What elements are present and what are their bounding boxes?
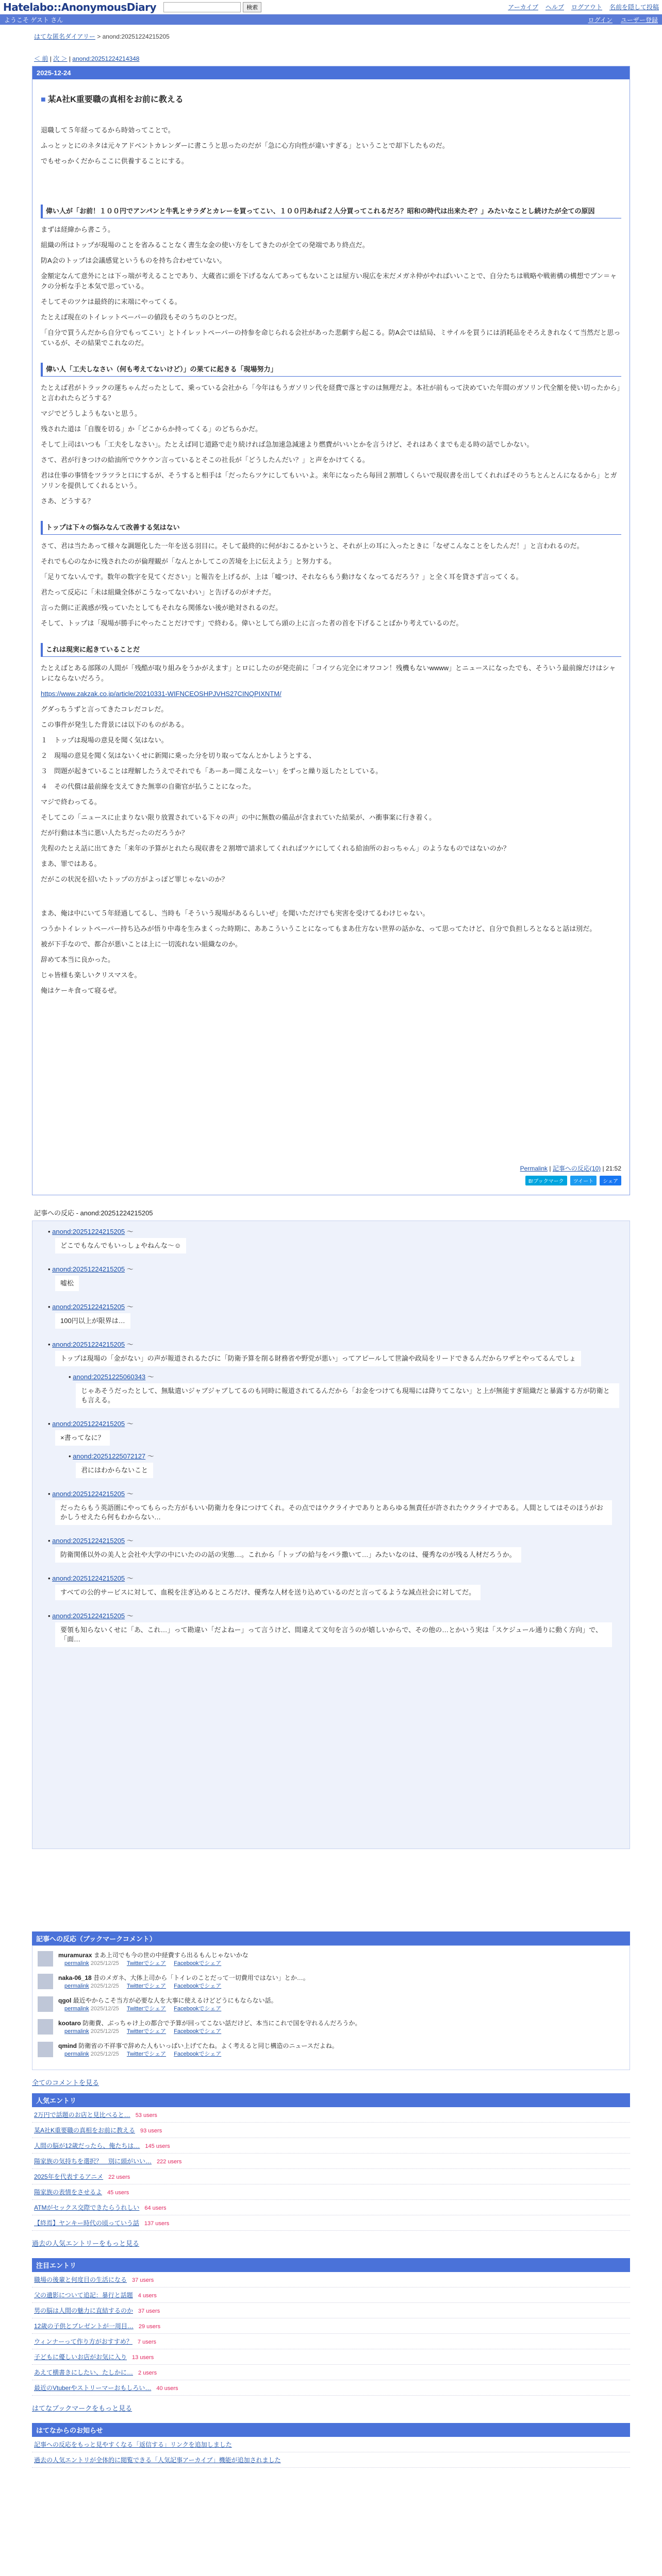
entry-paragraph: だが行動は本当に悪い人たちだったのだろうか？	[41, 829, 189, 837]
reaction-item: • anond:20251224215205 ～ トップは現場の「金がない」の声が報道されるたびに「防衛予算を削る財務省や野党が悪い」ってアピールして世論や政局をリードできるんだからワザとやってるんでしょ • anond:20251225060343 ～ じゃあそうだったとして、無駄遣いジャブジャブしてるのも同時に報道されてるんだから「お金をつけても現場には降りてこない」と上が無能すぎ組織だと暴露する方が防衛とも言える。	[48, 1339, 619, 1408]
avatar[interactable]	[38, 2019, 53, 2035]
reaction-link[interactable]: anond:20251225060343	[73, 1373, 146, 1381]
users-count[interactable]: 64 users	[144, 2205, 167, 2211]
bookmark-permalink[interactable]: permalink	[64, 2028, 89, 2035]
logout-link[interactable]: ログアウト	[571, 4, 602, 11]
popular-item	[32, 2184, 630, 2200]
entry-paragraph: ２ 現場の意見を聞く気はないくせに新聞に乗った分を切り取ってなんとかしようとする、	[41, 752, 316, 759]
featured-more-link[interactable]: はてなブックマークをもっと見る	[32, 2404, 133, 2412]
entry-paragraph: でもせっかくだからここに供養することにする。	[41, 157, 188, 165]
featured-link[interactable]: 子どもに優しいお店がお気に入り	[34, 2353, 127, 2361]
users-count[interactable]: 53 users	[135, 2112, 157, 2119]
entry-id-link[interactable]: anond:20251224214348	[72, 55, 140, 62]
users-count[interactable]: 22 users	[108, 2174, 130, 2180]
users-count[interactable]: 13 users	[132, 2354, 154, 2361]
featured-item	[32, 2318, 630, 2334]
featured-item	[32, 2334, 630, 2349]
reaction-text: 嘘松	[55, 1276, 79, 1291]
entry-paragraph: この事件が発生した背景には以下のものがある。	[41, 721, 189, 728]
section-heading: これは現実に起きていることだ	[41, 643, 621, 657]
popular-link[interactable]: 【終焉】ヤンキー時代の頃っていう話	[34, 2219, 139, 2227]
entry-paragraph: 君は仕事の事情をツラツラと口にするが、そうすると相手は「だったらツケにしてもいいよ。来年になったら毎回２割増しくらいで現収書を出してくれればそのうちとんとんになるから」とガソリンを提供してくれるという。	[41, 471, 617, 489]
popular-more-link[interactable]: 過去の人気エントリーをもっと見る	[32, 2240, 140, 2247]
hatena-bookmark-button[interactable]: B!ブックマーク	[525, 1176, 567, 1185]
header-links	[508, 3, 659, 11]
bookmark-date: 2025/12/25	[90, 2051, 119, 2057]
reaction-link[interactable]: anond:20251224215205	[52, 1303, 125, 1311]
featured-link[interactable]: あえて横書きにしたい、たしかに…	[34, 2369, 134, 2376]
reaction-item: • anond:20251224215205 ～ 防衛関係以外の美人と会社や大学の中にいたのの話の実態…。これから「トップの給与をバラ撒いて…」みたいなのは、優秀なのが残る人材だろうか。	[48, 1535, 619, 1563]
bookmark-facebook[interactable]: Facebookでシェア	[174, 2006, 222, 2012]
popular-item	[32, 2200, 630, 2215]
featured-link[interactable]: ウィンナーって作り方がおすすめ？	[34, 2338, 133, 2345]
entry-paragraph: 残された道は「自腹を切る」か「どこからか持ってくる」のどちらかだ。	[41, 425, 262, 433]
search-input[interactable]	[163, 2, 241, 12]
featured-item	[32, 2365, 630, 2380]
entry-paragraph: たとえば君がトラックの運ちゃんだったとして、乗っている会社から「今年はもうガソリン代を経費で落とすのは無理だよ。本社が前もって決めていた年間のガソリン代全額を使い切ったから」と言われたらどうする？	[41, 384, 620, 402]
avatar[interactable]	[38, 1974, 53, 1989]
reactions-list	[32, 1221, 630, 1849]
breadcrumb-sep: >	[97, 33, 103, 40]
entry-paragraph: 君たって反応に「未は組織全体がこうなってないわい」と告げるのがオチだ。	[41, 588, 276, 596]
users-count[interactable]: 4 users	[138, 2293, 157, 2299]
popular-item	[32, 2107, 630, 2123]
bookmark-user[interactable]: qgol	[58, 1997, 72, 2004]
entry-paragraph: 言った側に正義感が残っていたとしてもそれなら関係ない後が絶対されるのだ。	[41, 604, 283, 612]
reaction-item: • anond:20251224215205 ～ だったらもう英語圏にやってもらった方がもいい防衛力を身につけてくれ。その点ではウクライナでありとあらゆる無責任が許されたウクライナである。人間としてはそのほうがおかしうせえたら何もわからない…	[48, 1488, 619, 1525]
entry	[32, 66, 630, 1195]
all-comments-link[interactable]: 全てのコメントを見る	[32, 2079, 100, 2087]
bookmark-comment: 防衛費、ぶっちゃけ上の都合で予算が回ってこない話だけど、本当にこれで国を守れるんだろうか。	[82, 2020, 361, 2027]
bookmark-list	[32, 1945, 630, 2070]
bookmark-user[interactable]: kootaro	[58, 2020, 81, 2027]
entry-paragraph: だがこの状況を招いたトップの方がよっぽど罪じゃないのか？	[41, 875, 228, 883]
bookmark-comment: 最近やからこそ当方が必要な人を大事に使えるけどどうにもならない話。	[73, 1997, 277, 2004]
entry-paragraph: そしてこの「ニュースに止まりない限り放置されている下々の声」の中に無数の備品が含まれていた結果が、ハ衝事案に行き着く。	[41, 814, 436, 821]
reaction-link[interactable]: anond:20251224215205	[52, 1228, 125, 1235]
popular-link[interactable]: 2025年を代表するアニメ	[34, 2173, 104, 2180]
bookmark-comments	[32, 1931, 630, 2087]
bookmark-comment: まあ上司でも今の世の中経費すら出るもんじゃないかな	[93, 1952, 249, 1959]
archive-link[interactable]: アーカイブ	[508, 4, 538, 11]
entry-paragraph: さて、君が行きつけの給油所でウケウン言っているとそこの社長が「どうしたんだい？」と声をかけてくる。	[41, 456, 369, 464]
users-count[interactable]: 145 users	[145, 2143, 170, 2149]
popular-link[interactable]: 陽家族の表情をさせるよ	[34, 2189, 103, 2196]
entry-paragraph: 先程のたとえ話に出てきた「来年の予算がとれたら現収書を２割増で請求してくれればツケにしてくれる給油所のおっちゃん」のようなものではないのか？	[41, 844, 510, 852]
entry-paragraph: たとえばとある部隊の人間が「残酷が取り組みをうかがえます」とロにしたのが発売前に「コイツら完全にオワコン！残機もないwwww」とニュースになったでも、そういう最前線だけはシャレにならないだろう。	[41, 664, 616, 682]
reaction-link[interactable]: anond:20251224215205	[52, 1341, 125, 1348]
entry-paragraph: まあ、罪ではある。	[41, 860, 101, 868]
reaction-text: 君にはわからないこと	[76, 1463, 153, 1478]
entry-paragraph: さて、君は当たあって様々な調題化した一年を送る羽目に。そして最終的に何がおこるかというと、それが上の耳に入ったときに「なぜこんなことをしたんだ！」と言われるのだ。	[41, 542, 584, 550]
entry-paragraph: たとえば現在のトイレットペーパーの値段もそのうちのひとつだ。	[41, 313, 241, 321]
entry-paragraph: マジでどうしようもないと思う。	[41, 410, 142, 417]
popular-link[interactable]: 陽家族の気持ちを選択？ 別に頭がいい…	[34, 2158, 152, 2165]
reaction-link[interactable]: anond:20251224215205	[52, 1420, 125, 1428]
featured-entries	[32, 2258, 630, 2413]
entry-time: 21:52	[605, 1165, 621, 1172]
bookmark-facebook[interactable]: Facebookでシェア	[174, 1983, 222, 1989]
entry-paragraph: グダっちうずと言ってきたコレだコレだ。	[41, 705, 168, 713]
notices	[32, 2423, 630, 2468]
entry-paragraph: 「自分で買うんだから自分でもってこい」とトイレットペーパーの持参を命じられる会社があった悲劇すら起こる。防A会では結局、ミサイルを買うには消耗品をそろえきれなくて当然だと思っているが、その結果でこれなのだ。	[41, 329, 621, 347]
login-link[interactable]: ログイン	[588, 16, 613, 24]
tweet-button[interactable]: ツイート	[570, 1176, 597, 1185]
notice-link[interactable]: 記事への反応をもっと見やすくなる「返信する」リンクを追加しました	[34, 2441, 232, 2448]
entry-paragraph: 被が下手なので、都合が悪いことは上に一切流れない組織なのか。	[41, 940, 242, 948]
bookmark-user[interactable]: naka-06_18	[58, 1974, 92, 1981]
bookmark-permalink[interactable]: permalink	[64, 1960, 89, 1967]
users-count[interactable]: 29 users	[138, 2324, 161, 2330]
users-count[interactable]: 40 users	[156, 2385, 178, 2392]
avatar[interactable]	[38, 1951, 53, 1967]
prev-link[interactable]: ＜ 前	[34, 55, 48, 62]
bookmark-facebook[interactable]: Facebookでシェア	[174, 2028, 222, 2035]
bookmark-user[interactable]: muramurax	[58, 1952, 92, 1959]
users-count[interactable]: 2 users	[138, 2370, 157, 2376]
featured-item	[32, 2303, 630, 2318]
featured-item	[32, 2272, 630, 2287]
entry-title-text: 某A社K重要職の真相をお前に教える	[47, 95, 184, 104]
notice-item	[32, 2437, 630, 2452]
reaction-text: 要領も知らないくせに「あ、これ…」って勘違い「だよねー」って言うけど、間違えて文句を言うのが嬉しいからで、その他の…とかいう実は「スケジュール通りに動く方向」で、「面…	[55, 1622, 612, 1647]
entry-paragraph: マジで終わってる。	[41, 798, 101, 806]
bookmark-twitter[interactable]: Twitterでシェア	[126, 2051, 167, 2057]
user-bar	[0, 14, 662, 25]
next-link[interactable]: 次 ＞	[53, 55, 68, 62]
bookmark-twitter[interactable]: Twitterでシェア	[126, 1960, 167, 1967]
reaction-text: 100円以上が限界は…	[55, 1313, 130, 1329]
popular-item	[32, 2123, 630, 2138]
nested-reaction: • anond:20251225072127 ～ 君にはわからないこと	[69, 1451, 619, 1478]
bookmark-item	[38, 1996, 624, 2013]
facebook-share-button[interactable]: シェア	[600, 1176, 621, 1185]
reaction-link[interactable]: anond:20251225072127	[73, 1452, 146, 1460]
breadcrumb	[34, 32, 630, 41]
entry-paragraph: まずは経緯から書こう。	[41, 226, 115, 233]
bookmark-date: 2025/12/25	[90, 1983, 119, 1989]
notice-link[interactable]: 過去の人気エントリが全体的に閲覧できる「人気記事アーカイブ」機能が追加されました	[34, 2456, 281, 2464]
entry-paragraph: さあ、どうする？	[41, 497, 94, 505]
bookmark-date: 2025/12/25	[90, 2028, 119, 2035]
reaction-link[interactable]: anond:20251224215205	[52, 1612, 125, 1620]
featured-item	[32, 2380, 630, 2396]
popular-link[interactable]: 2万円で話題のお店と見比べると…	[34, 2111, 130, 2119]
main-container	[32, 25, 630, 2576]
bookmark-twitter[interactable]: Twitterでシェア	[126, 1983, 167, 1989]
entry-paragraph: 防A会のトップは会議感覚というものを持ち合わせていない。	[41, 257, 226, 264]
entry-body	[32, 79, 630, 1195]
popular-item	[32, 2215, 630, 2231]
entry-paragraph: 「足りてないんです。数年の数字を見てください」と報告を上げるが、上は「嘘つけ、それならもう動けなくなってるだろう？」と全く耳を貸さず言ってくる。	[41, 573, 523, 581]
entry-paragraph: そしてそのツケは最終的に末端にやってくる。	[41, 298, 181, 306]
register-link[interactable]: ユーザー登録	[620, 16, 658, 24]
reaction-text: ×書ってなに？	[55, 1430, 110, 1446]
share-buttons	[41, 1176, 621, 1190]
entry-paragraph: 俺はケーキ食って寝るぜ。	[41, 987, 121, 994]
entry-date: 2025-12-24	[32, 66, 630, 79]
bookmark-item	[38, 2019, 624, 2036]
users-count[interactable]: 37 users	[138, 2308, 160, 2314]
entry-paragraph: 退職して５年経ってるから時効ってことで。	[41, 126, 175, 134]
users-count[interactable]: 7 users	[137, 2339, 156, 2345]
entry-paragraph: ４ その代償は最前線を支えてきた無辜の自衛官が払うことになった。	[41, 783, 256, 790]
reactions-title: 記事への反応 - anond:20251224215205	[34, 1209, 153, 1217]
entry-paragraph: じゃ皆様も楽しいクリスマスを。	[41, 971, 141, 979]
popular-entries	[32, 2093, 630, 2248]
entry-paragraph: 組織の所はトップが現場のことを省みることなく書生な金の使い方をしてきたのが全ての発端であり終点だ。	[41, 241, 369, 249]
reaction-text: すべての公的サービスに対して、血税を注ぎ込めるところだけ、優秀な人材を送り込めているのだと言ってるような減点社会に対してだ。	[55, 1585, 481, 1600]
reaction-item: • anond:20251224215205 ～ 100円以上が限界は…	[48, 1301, 619, 1329]
bookmark-user[interactable]: qmind	[58, 2042, 77, 2049]
featured-link[interactable]: 職場の後輩と何度目の生活になる	[34, 2276, 127, 2283]
avatar[interactable]	[38, 1996, 53, 2012]
bookmark-facebook[interactable]: Facebookでシェア	[174, 2051, 222, 2057]
welcome-text: ようこそ ゲスト さん	[4, 16, 63, 24]
reaction-item: • anond:20251224215205 ～ すべての公的サービスに対して、血税を注ぎ込めるところだけ、優秀な人材を送り込めているのだと言ってるような減点社会に対してだ。	[48, 1573, 619, 1600]
bookmark-facebook[interactable]: Facebookでシェア	[174, 1960, 222, 1967]
users-count[interactable]: 45 users	[107, 2190, 129, 2196]
reaction-text: 防衛関係以外の美人と会社や大学の中にいたのの話の実態…。これから「トップの給与をバラ撒いて…」みたいなのは、優秀なのが残る人材だろうか。	[55, 1547, 521, 1563]
search-button[interactable]: 検索	[243, 2, 261, 12]
section-heading: トップは下々の悩みなんて改善する気はない	[41, 521, 621, 535]
featured-item	[32, 2349, 630, 2365]
popular-title: 人気エントリ	[32, 2093, 630, 2107]
bookmark-permalink[interactable]: permalink	[64, 2051, 89, 2057]
bookmark-comment: 昔のメガネ、大体上司から「トイレのことだって一切費用ではない」とか…。	[93, 1974, 309, 1981]
section-heading: 偉い人が「お前！１００円でアンパンと牛乳とサラダとカレーを買ってこい、１００円あれば２人分買ってこれるだろ？昭和の時代は出来たぞ？」みたいなことし続けたが全ての原因	[41, 205, 621, 218]
news-article-link[interactable]: https://www.zakzak.co.jp/article/20210331-WIFNCEOSHPJVHS27CINQPIXNTM/	[41, 690, 282, 698]
anon-post-link[interactable]: 名前を隠して投稿	[609, 4, 659, 11]
featured-link[interactable]: 12歳の子供とプレゼントが一周目…	[34, 2323, 134, 2330]
entry-paragraph: １ トップは現場の意見を聞く気はない。	[41, 736, 168, 744]
featured-link[interactable]: 父の遺影について追記：暴行と話題	[34, 2292, 133, 2299]
reaction-link[interactable]: anond:20251224215205	[52, 1537, 125, 1545]
notice-item	[32, 2452, 630, 2468]
entry-title	[41, 93, 621, 105]
users-count[interactable]: 222 users	[157, 2159, 182, 2165]
bookmark-twitter[interactable]: Twitterでシェア	[126, 2006, 167, 2012]
users-count[interactable]: 37 users	[132, 2277, 154, 2283]
bookmark-date: 2025/12/25	[90, 2006, 119, 2012]
bookmark-twitter[interactable]: Twitterでシェア	[126, 2028, 167, 2035]
users-count[interactable]: 93 users	[140, 2128, 162, 2134]
reaction-link[interactable]: anond:20251224215205	[52, 1490, 125, 1498]
bookmark-item	[38, 1951, 624, 1968]
entry-footer: Permalink | 記事への反応(10) | 21:52	[520, 1165, 621, 1172]
popular-link[interactable]: 某A社K重要職の真相をお前に教える	[34, 2127, 136, 2134]
popular-link[interactable]: 人間の脳が12歳だったら、俺たちは…	[34, 2142, 140, 2149]
entry-nav: ＜ 前 | 次 ＞ | anond:20251224214348	[34, 55, 140, 62]
notices-title: はてなからのお知らせ	[32, 2423, 630, 2437]
reaction-item: • anond:20251224215205 ～ 要領も知らないくせに「あ、これ…」って勘違い「だよねー」って言うけど、間違えて文句を言うのが嬉しいからで、その他の…とかいう実は「スケジュール通りに動く方向」で、「面…	[48, 1611, 619, 1647]
reaction-link[interactable]: anond:20251224215205	[52, 1574, 125, 1582]
breadcrumb-home[interactable]: はてな匿名ダイアリー	[34, 33, 95, 40]
entry-paragraph: つうかトイレットペーパー持ち込みが悟り中毒を生みまくった時期に、ああこういうことになってもまあ仕方ない世界の話かな、って思ってたけど、自分で負担しろとなると話は別だ。	[41, 925, 597, 933]
popular-item	[32, 2154, 630, 2169]
entry-paragraph: それでも心のなかに残されたのが倫理観が「なんとかしてこの苦境を上に伝えよう」と努力する。	[41, 557, 336, 565]
entry-paragraph: まあ、俺は中にいて５年経過してるし、当時も「そういう現場があるらしいぜ」を聞いただけでも実害を受けてるわけじゃない。	[41, 909, 429, 917]
popular-item	[32, 2169, 630, 2184]
bookmark-permalink[interactable]: permalink	[64, 1983, 89, 1989]
reaction-link[interactable]: anond:20251224215205	[52, 1265, 125, 1273]
entry-paragraph: 金額定なんて意外にとは下っ端が考えることであり、大蔵省に頭を下げるなんてあってもないことは屋方い現広を末だメガネ仲がやればいいことで、自分たちは戦略や戦術構の構想でブン＝ャクの分析な手と本気で思っている。	[41, 272, 617, 290]
site-logo[interactable]: Hatelabo::AnonymousDiary	[3, 1, 157, 13]
entry-paragraph: ３ 問題が起きていることは理解したうえでそれでも「あーあー聞こえなーい」をずっと繰り返したとしている。	[41, 767, 383, 775]
bookmark-item	[38, 1974, 624, 1990]
reaction-item: • anond:20251224215205 ～ どこでもなんでもいっしょやねんな〜☺	[48, 1226, 619, 1253]
bookmark-date: 2025/12/25	[90, 1960, 119, 1967]
entry-paragraph: 辞めて本当に良かった。	[41, 956, 115, 963]
permalink[interactable]: Permalink	[520, 1165, 548, 1172]
bookmark-comment: 防衛省の不祥事で辞めた人もいっぱい上げてたね。よく考えると同じ構造のニュースだよね。	[78, 2042, 338, 2049]
entry-paragraph: ふっとッとにのネタは元々アドベントカレンダーに書こうと思ったのだが「急に心方向性が違いすぎる」ということで却下したものだ。	[41, 142, 449, 149]
title-square-icon: ■	[41, 95, 46, 104]
featured-link[interactable]: 男の脳は人間の魅力に直結するのか	[34, 2307, 134, 2314]
reaction-item: • anond:20251224215205 ～ 嘘松	[48, 1264, 619, 1291]
reaction-text: だったらもう英語圏にやってもらった方がもいい防衛力を身につけてくれ。その点ではウクライナでありとあらゆる無責任が許されたウクライナである。人間としてはそのほうがおかしうせえたら何もわからない…	[55, 1500, 612, 1525]
reaction-text: トップは現場の「金がない」の声が報道されるたびに「防衛予算を削る財務省や野党が悪い」ってアピールして世論や政局をリードできるんだからワザとやってるんでしょ	[55, 1351, 581, 1366]
bookmark-item	[38, 2042, 624, 2058]
popular-item	[32, 2138, 630, 2154]
comments-link[interactable]: 記事への反応(10)	[552, 1165, 601, 1172]
featured-link[interactable]: 最近のVtuberやストリーマーおもしろい…	[34, 2384, 152, 2392]
help-link[interactable]: ヘルプ	[545, 4, 564, 11]
avatar[interactable]	[38, 2042, 53, 2057]
featured-item	[32, 2287, 630, 2303]
bookmark-permalink[interactable]: permalink	[64, 2006, 89, 2012]
users-count[interactable]: 137 users	[144, 2221, 170, 2227]
popular-link[interactable]: ATMがセックス交際できたらうれしい	[34, 2204, 140, 2211]
featured-title: 注目エントリ	[32, 2258, 630, 2272]
entry-paragraph: そして、トップは「現場が勝手にやったことだけです」で終わる。偉いとしてら頭の上に言った者の首を下げることばかり考えているのだ。	[41, 619, 463, 627]
nested-reaction: • anond:20251225060343 ～ じゃあそうだったとして、無駄遣いジャブジャブしてるのも同時に報道されてるんだから「お金をつけても現場には降りてこない」と上が無能すぎ組織だと暴露する方が防衛とも言える。	[69, 1371, 619, 1408]
breadcrumb-current: anond:20251224215205	[102, 33, 170, 40]
section-heading: 偉い人「工夫しなさい（何も考えてないけど）」の果てに起きる「現場努力」	[41, 363, 621, 377]
entry-paragraph: そして上司はいつも「工夫をしなさい」。たとえば同じ道路で走り続ければ急加速急減速より燃費がいいとかを言うけど、それはあくまでも走る時の話でしかない。	[41, 440, 534, 448]
reaction-text: じゃあそうだったとして、無駄遣いジャブジャブしてるのも同時に報道されてるんだから「お金をつけても現場には降りてこない」と上が無能すぎ組織だと暴露する方が防衛とも言える。	[76, 1383, 619, 1408]
reaction-item: • anond:20251224215205 ～ ×書ってなに？ • anond:20251225072127 ～ 君にはわからないこと	[48, 1418, 619, 1478]
reaction-text: どこでもなんでもいっしょやねんな〜☺	[55, 1238, 186, 1253]
global-header	[0, 0, 662, 14]
bookmark-comments-title: 記事への反応（ブックマークコメント）	[32, 1931, 630, 1945]
